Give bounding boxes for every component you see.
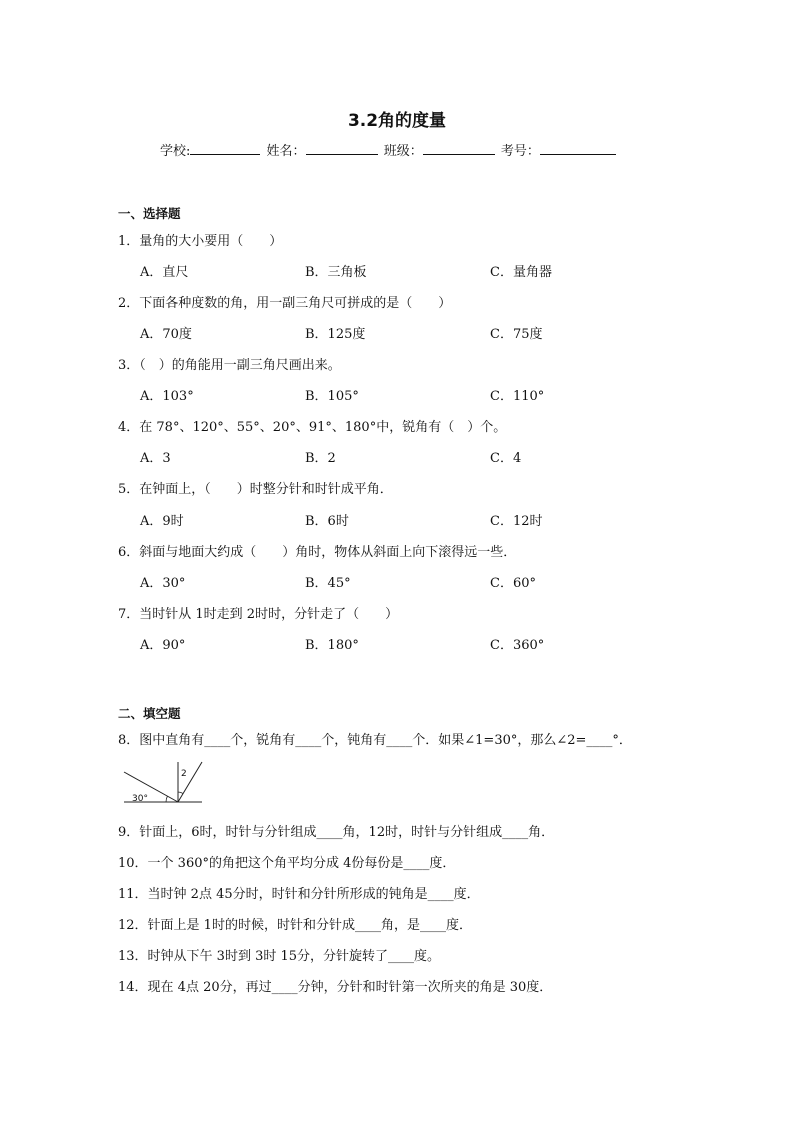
question-4: 4．在 78°、120°、55°、20°、91°、180°中，锐角有（ ）个。	[118, 420, 507, 435]
option-c[interactable]: C．4	[490, 451, 522, 466]
section-heading-fill: 二、填空题	[118, 706, 181, 721]
question-13: 13．时钟从下午 3时到 3时 15分，分针旋转了____度。	[118, 949, 441, 964]
question-8: 8．图中直角有____个，锐角有____个，钝角有____个．如果∠1=30°，那么∠2=____°．	[118, 733, 632, 748]
option-c[interactable]: C．12时	[490, 514, 543, 529]
question-6: 6．斜面与地面大约成（ ）角时，物体从斜面上向下滚得远一些．	[118, 545, 517, 560]
question-1: 1．量角的大小要用（ ）	[118, 234, 283, 249]
question-5: 5．在钟面上，（ ）时整分针和时针成平角．	[118, 482, 393, 497]
class-label: 班级：	[383, 144, 423, 159]
option-b[interactable]: B．2	[305, 451, 336, 466]
page-title: 3.2角的度量	[347, 111, 447, 131]
option-b[interactable]: B．6时	[305, 514, 349, 529]
school-blank[interactable]	[190, 142, 260, 155]
angle2-arc	[178, 792, 183, 794]
option-c[interactable]: C．75度	[490, 327, 543, 342]
exam-no-label: 考号：	[500, 144, 540, 159]
angle1-arc	[166, 796, 168, 802]
angle-figure	[122, 760, 206, 808]
name-label: 姓名：	[266, 144, 306, 159]
option-c[interactable]: C．量角器	[490, 265, 552, 280]
question-14: 14．现在 4点 20分，再过____分钟，分针和时针第一次所夹的角是 30度．	[118, 980, 553, 995]
option-b[interactable]: B．125度	[305, 327, 366, 342]
option-c[interactable]: C．110°	[490, 389, 545, 404]
student-info-line	[160, 140, 618, 159]
option-a[interactable]: A．70度	[140, 327, 192, 342]
angle2-label: 2	[181, 769, 187, 779]
option-b[interactable]: B．三角板	[305, 265, 367, 280]
question-7: 7．当时针从 1时走到 2时时，分针走了（ ）	[118, 607, 399, 622]
class-blank[interactable]	[423, 142, 495, 155]
option-a[interactable]: A．90°	[140, 638, 186, 653]
option-a[interactable]: A．直尺	[140, 265, 189, 280]
option-a[interactable]: A．103°	[140, 389, 194, 404]
option-c[interactable]: C．60°	[490, 576, 536, 591]
option-c[interactable]: C．360°	[490, 638, 545, 653]
option-b[interactable]: B．45°	[305, 576, 351, 591]
question-11: 11．当时钟 2点 45分时，时针和分针所形成的钝角是____度．	[118, 887, 480, 902]
option-a[interactable]: A．30°	[140, 576, 186, 591]
option-b[interactable]: B．105°	[305, 389, 359, 404]
school-label: 学校:	[160, 144, 191, 159]
question-2: 2．下面各种度数的角，用一副三角尺可拼成的是（ ）	[118, 296, 452, 311]
option-a[interactable]: A．9时	[140, 514, 184, 529]
exam-no-blank[interactable]	[540, 142, 616, 155]
name-blank[interactable]	[306, 142, 378, 155]
angle1-label: 30°	[132, 794, 148, 804]
right-ray	[178, 762, 202, 802]
question-9: 9．针面上，6时，时针与分针组成____角，12时，时针与分针组成____角．	[118, 825, 555, 840]
option-b[interactable]: B．180°	[305, 638, 359, 653]
question-12: 12．针面上是 1时的时候，时针和分针成____角，是____度．	[118, 918, 472, 933]
option-a[interactable]: A．3	[140, 451, 171, 466]
section-heading-choice: 一、选择题	[118, 206, 181, 221]
question-10: 10．一个 360°的角把这个角平均分成 4份每份是____度．	[118, 856, 456, 871]
question-3: 3．（ ）的角能用一副三角尺画出来。	[118, 358, 341, 373]
